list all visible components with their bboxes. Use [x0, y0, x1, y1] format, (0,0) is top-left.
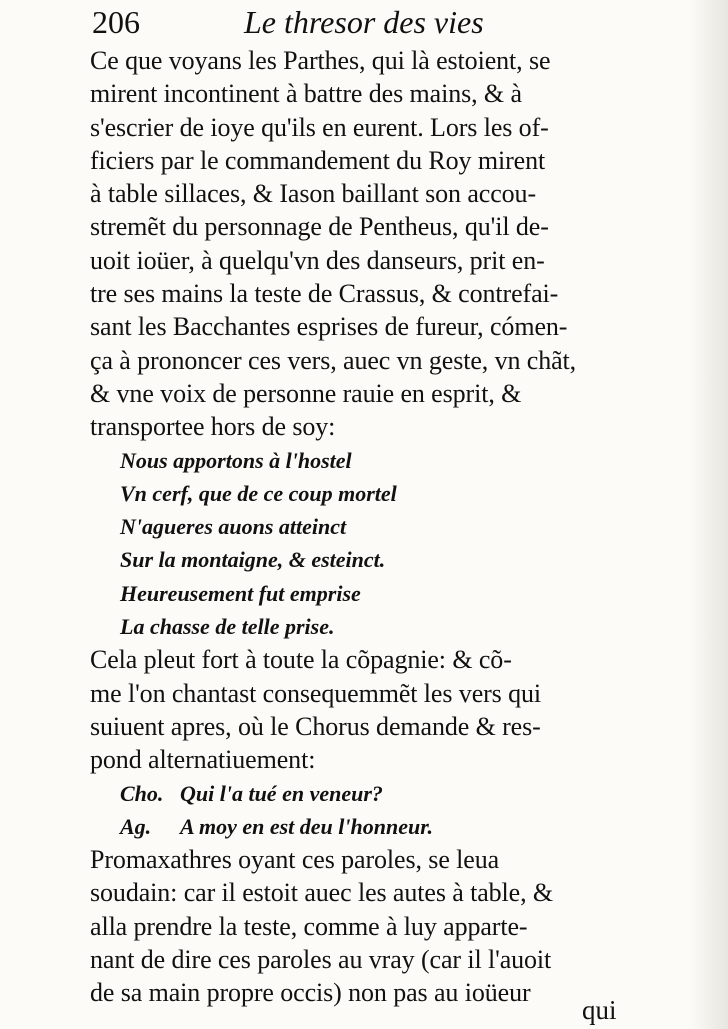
verse-block — [90, 444, 638, 644]
running-title: Le thresor des vies — [244, 4, 484, 40]
dialogue-text: A moy en est deu l'honneur. — [180, 813, 434, 839]
text-line: ça à prononcer ces vers, auec vn geste, vn chãt, — [90, 345, 577, 375]
text-line: alla prendre la teste, comme à luy apparte- — [90, 911, 528, 941]
verse-line: Nous apportons à l'hostel — [120, 447, 352, 473]
text-line: Ce que voyans les Parthes, qui là estoient, se — [90, 46, 551, 75]
text-line: soudain: car il estoit auec les autes à table, & — [90, 878, 554, 908]
verse-line: Vn cerf, que de ce coup mortel — [120, 480, 397, 506]
verse-line: N'agueres auons atteinct — [120, 514, 347, 540]
running-header — [92, 2, 652, 42]
speaker-label: Ag. — [120, 813, 152, 839]
text-line: transportee hors de soy: — [90, 412, 336, 442]
text-line: pond alternatiuement: — [90, 745, 316, 775]
dialogue-text: Qui l'a tué en veneur? — [180, 780, 383, 806]
page-edge-shadow — [690, 0, 728, 1029]
text-line: à table sillaces, & Iason baillant son accou- — [90, 179, 537, 209]
text-line: de sa main propre occis) non pas au ioüeur — [90, 978, 531, 1008]
text-line: suiuent apres, où le Chorus demande & res- — [90, 711, 541, 741]
text-line: stremẽt du personnage de Pentheus, qu'il de- — [90, 212, 549, 242]
verse-line: Heureusement fut emprise — [120, 580, 361, 606]
paragraph-2 — [90, 643, 638, 776]
text-line: ficiers par le commandement du Roy mirent — [90, 145, 546, 175]
dialogue-line — [90, 777, 638, 810]
speaker-label: Cho. — [120, 780, 164, 806]
text-line: sant les Bacchantes esprises de fureur, cómen- — [90, 312, 568, 342]
text-line: & vne voix de personne rauie en esprit, & — [90, 378, 522, 408]
text-line: nant de dire ces paroles au vray (car il l'auoit — [90, 945, 552, 975]
dialogue-line — [90, 810, 638, 843]
catchword: qui — [582, 995, 617, 1025]
text-line: mirent incontinent à battre des mains, & à — [90, 79, 522, 109]
text-line: Promaxathres oyant ces paroles, se leua — [90, 845, 500, 875]
text-line: s'escrier de ioye qu'ils en eurent. Lors les of- — [90, 112, 549, 142]
verse-line: La chasse de telle prise. — [120, 614, 335, 640]
page-number: 206 — [92, 4, 140, 40]
text-line: Cela pleut fort à toute la cõpagnie: & cõ- — [90, 645, 512, 675]
verse-line: Sur la montaigne, & esteinct. — [120, 547, 386, 573]
text-line: me l'on chantast consequemmẽt les vers qui — [90, 678, 542, 708]
dialogue-block — [90, 777, 638, 844]
paragraph-3 — [90, 843, 638, 1009]
text-line: tre ses mains la teste de Crassus, & contrefai- — [90, 279, 559, 309]
text-line: uoit ioüer, à quelqu'vn des danseurs, prit en- — [90, 245, 545, 275]
text-block — [90, 44, 638, 1010]
paragraph-1 — [90, 44, 638, 444]
